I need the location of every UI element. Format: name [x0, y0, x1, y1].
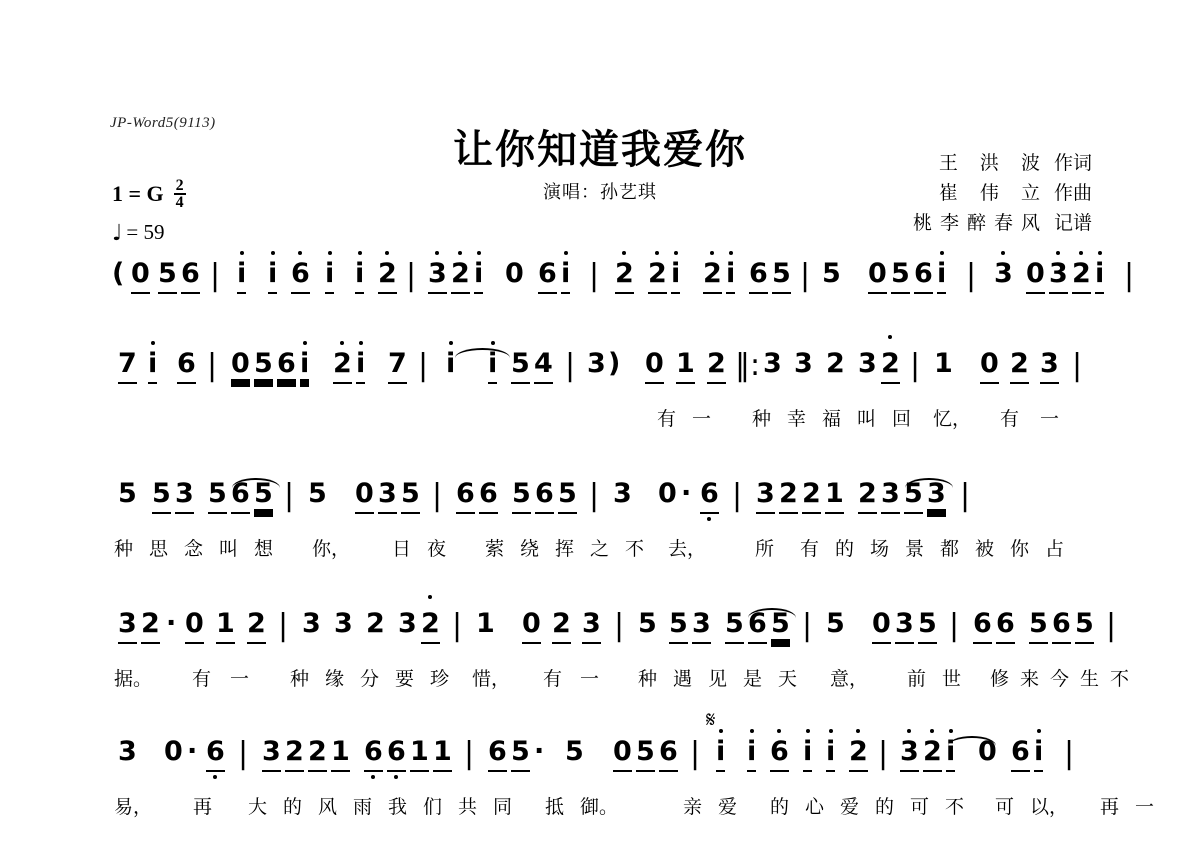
staff-row-2: [0, 348, 1200, 438]
performer-line: 演唱：孙艺琪: [543, 182, 657, 203]
note-token: i: [268, 258, 277, 294]
note-token: 6: [387, 736, 406, 772]
note-token: 5: [669, 608, 688, 644]
note-token: 6: [749, 258, 768, 294]
note-token: i: [446, 348, 456, 379]
note-token: 6: [277, 348, 296, 379]
note-token: 3: [927, 478, 946, 509]
note-token: |: [960, 478, 971, 513]
lyric-token: 分: [360, 668, 380, 690]
note-token: ·: [166, 608, 177, 639]
note-token: |: [432, 478, 443, 513]
lyric-token: 心: [805, 796, 825, 818]
lyric-token: 去，: [668, 538, 707, 560]
lyric-token: 不: [625, 538, 645, 560]
lyric-token: 夜: [427, 538, 447, 560]
note-token: 5: [118, 478, 137, 509]
note-token: 0: [645, 348, 664, 384]
lyric-token: 共: [458, 796, 478, 818]
note-token: i: [1034, 736, 1043, 772]
note-token: 0: [505, 258, 524, 289]
note-token: 5: [208, 478, 227, 514]
note-token: 2: [849, 736, 868, 772]
note-token: 5: [638, 608, 657, 639]
lyric-token: 有: [800, 538, 820, 560]
lyric-token: 日: [392, 538, 412, 560]
note-token: |: [690, 736, 701, 771]
credits-block: [913, 148, 1092, 238]
staff-row-3: [0, 478, 1200, 568]
note-token: i: [355, 258, 364, 294]
lyric-token: 遇: [673, 668, 693, 690]
note-token: 3: [900, 736, 919, 772]
note-token: 0: [980, 348, 999, 384]
note-token: i: [300, 348, 310, 379]
lyric-token: 叫: [219, 538, 239, 560]
lyric-token: 前: [907, 668, 927, 690]
lyric-token: 的: [770, 796, 790, 818]
lyric-token: 一: [692, 408, 712, 430]
lyric-token: 不: [945, 796, 965, 818]
note-token: |: [1072, 348, 1083, 383]
lyric-token: 一: [580, 668, 600, 690]
note-token: |: [589, 478, 600, 513]
note-token: |: [278, 608, 289, 643]
note-token: 7: [118, 348, 137, 384]
note-token: 3: [302, 608, 321, 639]
notation-line: [0, 478, 1200, 534]
note-token: 6: [748, 608, 767, 644]
note-token: 6: [535, 478, 554, 514]
note-token: 5: [158, 258, 177, 294]
lyric-token: 福: [822, 408, 842, 430]
lyric-token: 的: [283, 796, 303, 818]
note-token: 6: [996, 608, 1015, 644]
slur-mark: [232, 478, 280, 492]
lyric-token: 被: [975, 538, 995, 560]
lyric-token: 易，: [114, 796, 153, 818]
note-token: 0: [658, 478, 677, 509]
note-token: 5: [401, 478, 420, 514]
note-token: 6: [914, 258, 933, 294]
note-token: 3: [118, 608, 137, 644]
note-token: 2: [923, 736, 942, 772]
lyric-token: 见: [708, 668, 728, 690]
note-token: 2: [1072, 258, 1091, 294]
lyric-token: 一: [1135, 796, 1155, 818]
page-title: 让你知道我爱你: [453, 127, 747, 173]
slur-mark: [905, 478, 953, 492]
note-token: |: [207, 348, 218, 383]
note-token: |: [565, 348, 576, 383]
note-token: i: [148, 348, 157, 384]
note-token: 3: [613, 478, 632, 509]
note-token: i: [1095, 258, 1104, 294]
note-token: |: [1124, 258, 1135, 293]
note-token: i: [561, 258, 570, 294]
note-token: |: [966, 258, 977, 293]
lyric-token: 一: [230, 668, 250, 690]
slur-mark: [948, 736, 996, 750]
lyric-token: 爱: [718, 796, 738, 818]
lyric-token: 种: [638, 668, 658, 690]
quarter-note-icon: ♩: [112, 221, 123, 246]
tempo-value: = 59: [126, 220, 165, 244]
lyric-token: 占: [1045, 538, 1065, 560]
lyric-token: 世: [942, 668, 962, 690]
note-token: |: [210, 258, 221, 293]
note-token: 3: [794, 348, 813, 379]
note-token: 5: [891, 258, 910, 294]
lyric-token: 是: [743, 668, 763, 690]
lyric-token: 大: [248, 796, 268, 818]
credit-transcriber: 桃李醉春风 记谱: [912, 212, 1092, 234]
note-token: 3: [895, 608, 914, 644]
note-token: i: [937, 258, 946, 294]
note-token: 2: [451, 258, 470, 294]
lyric-token: 再: [193, 796, 213, 818]
note-token: 2: [378, 258, 397, 294]
note-token: |: [614, 608, 625, 643]
note-token: 3: [378, 478, 397, 514]
note-token: |: [1064, 736, 1075, 771]
lyric-token: 不: [1110, 668, 1130, 690]
lyric-token: 爱: [840, 796, 860, 818]
note-token: 6: [700, 478, 719, 514]
lyric-token: 可: [910, 796, 930, 818]
note-token: 6: [231, 478, 250, 514]
note-token: 3: [587, 348, 606, 379]
note-token: 2: [285, 736, 304, 772]
note-token: i: [803, 736, 812, 772]
lyric-token: 场: [870, 538, 890, 560]
lyric-token: 可: [995, 796, 1015, 818]
lyric-token: 你: [1010, 538, 1030, 560]
note-token: 5: [904, 478, 923, 514]
note-token: 3: [763, 348, 782, 379]
note-token: ·: [187, 736, 198, 767]
lyric-token: 以，: [1030, 796, 1069, 818]
lyric-token: 缘: [325, 668, 345, 690]
lyric-token: 同: [493, 796, 513, 818]
lyric-token: 有: [657, 408, 677, 430]
note-token: |: [949, 608, 960, 643]
note-token: |: [406, 258, 417, 293]
key-tempo-block: [112, 178, 186, 245]
note-token: i: [325, 258, 334, 294]
note-token: 0: [868, 258, 887, 294]
note-token: 1: [410, 736, 429, 772]
note-token: 6: [1052, 608, 1071, 644]
note-token: |: [878, 736, 889, 771]
lyric-token: 要: [395, 668, 415, 690]
lyric-token: 雨: [353, 796, 373, 818]
lyric-token: 种: [290, 668, 310, 690]
note-token: 6: [770, 736, 789, 772]
note-token: 7: [388, 348, 407, 384]
note-token: ‖:: [735, 348, 761, 383]
lyrics-line: [0, 792, 1200, 826]
note-token: 3: [756, 478, 775, 514]
note-token: 2: [707, 348, 726, 384]
lyric-token: 想: [254, 538, 274, 560]
note-token: 2: [858, 478, 877, 514]
note-token: 5: [558, 478, 577, 514]
note-token: 2: [826, 348, 845, 379]
lyrics-line: [0, 534, 1200, 568]
lyric-token: 挥: [555, 538, 575, 560]
note-token: 2: [421, 608, 440, 644]
lyric-token: 意，: [830, 668, 869, 690]
note-token: |: [464, 736, 475, 771]
note-token: |: [910, 348, 921, 383]
note-token: 0: [872, 608, 891, 644]
note-token: 5: [826, 608, 845, 639]
note-token: 2: [141, 608, 160, 644]
note-token: 5: [512, 478, 531, 514]
note-token: 5: [565, 736, 584, 767]
note-token: 2: [333, 348, 352, 384]
note-token: 5: [1075, 608, 1094, 644]
note-token: 5: [254, 348, 273, 379]
note-token: 6: [364, 736, 383, 772]
note-token: 2: [308, 736, 327, 772]
note-token: |: [452, 608, 463, 643]
note-token: i: [488, 348, 497, 384]
note-token: 1: [934, 348, 953, 379]
note-token: 3: [1040, 348, 1059, 384]
lyric-token: 回: [892, 408, 912, 430]
lyric-token: 珍: [430, 668, 450, 690]
note-token: i: [946, 736, 955, 772]
lyric-token: 的: [835, 538, 855, 560]
note-token: 2: [703, 258, 722, 294]
lyric-token: 亲: [683, 796, 703, 818]
lyric-token: 都: [940, 538, 960, 560]
note-token: 3: [334, 608, 353, 639]
note-token: |: [589, 258, 600, 293]
note-token: 3: [881, 478, 900, 514]
note-token: 2: [881, 348, 900, 384]
note-token: i: [356, 348, 365, 384]
note-token: 2: [552, 608, 571, 644]
slur-mark: [748, 608, 796, 622]
note-token: 0: [978, 736, 997, 767]
lyric-token: 忆，: [933, 408, 972, 430]
lyric-token: 风: [318, 796, 338, 818]
time-signature: $\frac{2}{4}$: [175, 177, 184, 211]
lyric-token: 景: [905, 538, 925, 560]
note-token: |: [1106, 608, 1117, 643]
note-token: 2: [1010, 348, 1029, 384]
note-token: ·: [681, 478, 692, 509]
note-token: 3: [398, 608, 417, 639]
lyric-token: 抵: [545, 796, 565, 818]
note-token: |: [732, 478, 743, 513]
lyrics-line: [0, 404, 1200, 438]
lyric-token: 有: [192, 668, 212, 690]
slur-mark: [455, 348, 510, 362]
key-signature: 1 = G: [112, 181, 164, 206]
document-id: JP-Word5(9113): [110, 115, 216, 131]
note-token: 0: [613, 736, 632, 772]
note-token: |: [238, 736, 249, 771]
lyric-token: 再: [1100, 796, 1120, 818]
note-token: ·: [534, 736, 545, 767]
note-token: i: [237, 258, 246, 294]
note-token: 5: [772, 258, 791, 294]
lyric-token: 生: [1080, 668, 1100, 690]
note-token: (: [112, 258, 125, 289]
note-token: ): [608, 348, 621, 379]
note-token: i: [726, 258, 735, 294]
note-token: 5: [771, 608, 790, 639]
note-token: |: [800, 258, 811, 293]
note-token: 6: [456, 478, 475, 514]
lyric-token: 惜，: [472, 668, 511, 690]
note-token: 3: [994, 258, 1013, 289]
lyric-token: 有: [1000, 408, 1020, 430]
note-token: |: [284, 478, 295, 513]
note-token: 6: [488, 736, 507, 772]
lyric-token: 种: [114, 538, 134, 560]
credit-composer: 崔 伟 立 作曲: [938, 182, 1092, 204]
note-token: 2: [247, 608, 266, 644]
staff-row-1: [0, 258, 1200, 314]
lyric-token: 所: [755, 538, 775, 560]
credit-lyricist: 王 洪 波 作词: [938, 152, 1092, 174]
lyric-token: 思: [149, 538, 169, 560]
note-token: i: [826, 736, 835, 772]
staff-row-5: [0, 736, 1200, 826]
note-token: |: [802, 608, 813, 643]
lyric-token: 御。: [580, 796, 619, 818]
lyric-token: 天: [778, 668, 798, 690]
note-token: 6: [177, 348, 196, 384]
note-token: 3: [428, 258, 447, 294]
segno-icon: 𝄋: [706, 708, 716, 733]
lyric-token: 念: [184, 538, 204, 560]
notation-line: [0, 736, 1200, 792]
lyrics-line: [0, 664, 1200, 698]
lyric-token: 你，: [312, 538, 351, 560]
note-token: 2: [615, 258, 634, 294]
note-token: 6: [659, 736, 678, 772]
note-token: 2: [802, 478, 821, 514]
note-token: 5: [511, 348, 530, 384]
note-token: 5: [308, 478, 327, 509]
lyric-token: 我: [388, 796, 408, 818]
note-token: 6: [1011, 736, 1030, 772]
note-token: 3: [262, 736, 281, 772]
note-token: 1: [331, 736, 350, 772]
note-token: 5: [636, 736, 655, 772]
note-token: 3: [692, 608, 711, 644]
note-token: 1: [676, 348, 695, 384]
note-token: 0: [185, 608, 204, 644]
lyric-token: 一: [1040, 408, 1060, 430]
note-token: 6: [479, 478, 498, 514]
note-token: 3: [582, 608, 601, 644]
lyric-token: 幸: [787, 408, 807, 430]
note-token: 5: [152, 478, 171, 514]
lyric-token: 的: [875, 796, 895, 818]
note-token: 3: [175, 478, 194, 514]
lyric-token: 修: [990, 668, 1010, 690]
note-token: 0: [522, 608, 541, 644]
note-token: 6: [181, 258, 200, 294]
note-token: |: [418, 348, 429, 383]
note-token: 1: [825, 478, 844, 514]
note-token: i: [716, 736, 725, 772]
lyric-token: 们: [423, 796, 443, 818]
tempo-marking: [112, 220, 186, 245]
note-token: 6: [973, 608, 992, 644]
note-token: 6: [291, 258, 310, 294]
note-token: 4: [534, 348, 553, 384]
lyric-token: 叫: [857, 408, 877, 430]
note-token: 3: [118, 736, 137, 767]
lyric-token: 萦: [485, 538, 505, 560]
lyric-token: 种: [752, 408, 772, 430]
note-token: 2: [648, 258, 667, 294]
note-token: 0: [164, 736, 183, 767]
notation-line: [0, 348, 1200, 404]
note-token: 5: [511, 736, 530, 772]
note-token: 2: [366, 608, 385, 639]
note-token: 5: [1029, 608, 1048, 644]
note-token: 1: [216, 608, 235, 644]
notation-line: [0, 608, 1200, 664]
note-token: 5: [254, 478, 273, 509]
note-token: 0: [231, 348, 250, 379]
note-token: 0: [355, 478, 374, 514]
notation-line: [0, 258, 1200, 314]
lyric-token: 来: [1020, 668, 1040, 690]
lyric-token: 今: [1050, 668, 1070, 690]
lyric-token: 绕: [520, 538, 540, 560]
note-token: 1: [476, 608, 495, 639]
note-token: 2: [779, 478, 798, 514]
note-token: 6: [206, 736, 225, 772]
note-token: 5: [918, 608, 937, 644]
note-token: i: [747, 736, 756, 772]
lyric-token: 据。: [114, 668, 153, 690]
note-token: 3: [1049, 258, 1068, 294]
note-token: 0: [131, 258, 150, 294]
note-token: i: [474, 258, 483, 294]
note-token: 5: [822, 258, 841, 289]
lyric-token: 有: [543, 668, 563, 690]
note-token: 3: [858, 348, 877, 379]
note-token: 6: [538, 258, 557, 294]
note-token: 5: [725, 608, 744, 644]
note-token: i: [671, 258, 680, 294]
lyric-token: 之: [590, 538, 610, 560]
note-token: 0: [1026, 258, 1045, 294]
staff-row-4: [0, 608, 1200, 698]
note-token: 1: [433, 736, 452, 772]
